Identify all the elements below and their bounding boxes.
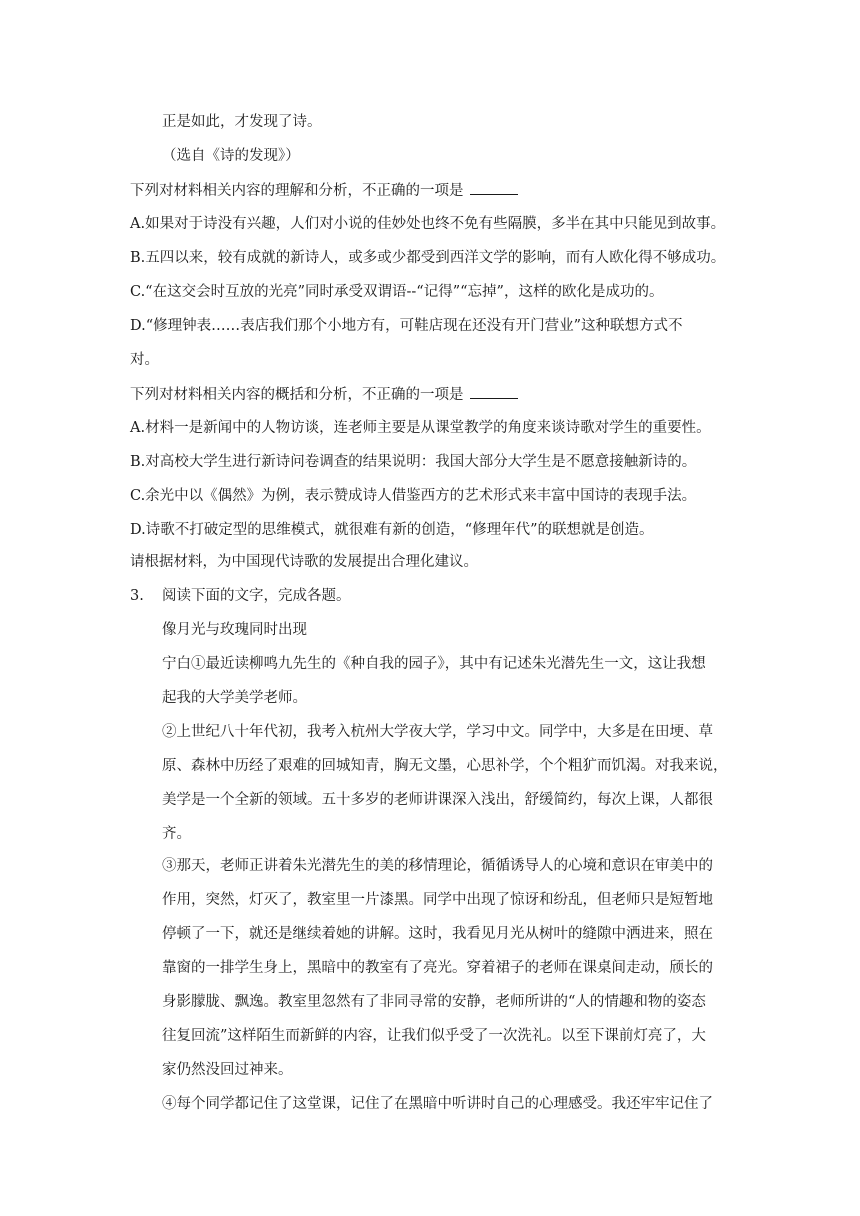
- q1-option-a: A.如果对于诗没有兴趣，人们对小说的佳妙处也终不免有些隔膜，多半在其中只能见到故事。: [130, 216, 726, 232]
- q2-option-c: C.余光中以《偶然》为例，表示赞成诗人借鉴西方的艺术形式来丰富中国诗的表现手法。: [130, 488, 697, 504]
- question-2-stem-text: 下列对材料相关内容的概括和分析，不正确的一项是: [130, 387, 464, 403]
- question-1-stem: [130, 180, 518, 201]
- paragraph-3-line6: 往复回流”这样陌生而新鲜的内容，让我们似乎受了一次洗礼。以至下课前灯亮了，大: [162, 1028, 706, 1044]
- answer-blank: [470, 384, 518, 399]
- section-3-number: 3.: [130, 588, 144, 604]
- source-citation: （选自《诗的发现》）: [162, 148, 300, 164]
- q2-option-b: B.对高校大学生进行新诗问卷调查的结果说明：我国大部分大学生是不愿意接触新诗的。: [130, 454, 697, 470]
- paragraph-2-line1: ②上世纪八十年代初，我考入杭州大学夜大学，学习中文。同学中，大多是在田埂、草: [162, 724, 713, 740]
- paragraph-2-line2: 原、森林中历经了艰难的回城知青，胸无文墨，心思补学，个个粗犷而饥渴。对我来说，: [162, 758, 728, 774]
- paragraph-4-line1: ④每个同学都记住了这堂课，记住了在黑暗中听讲时自己的心理感受。我还牢牢记住了: [162, 1096, 713, 1112]
- paragraph-2-line4: 齐。: [162, 826, 191, 842]
- q2-option-d: D.诗歌不打破定型的思维模式，就很难有新的创造，“修理年代”的联想就是创造。: [130, 522, 654, 538]
- paragraph-3-line1: ③那天，老师正讲着朱光潜先生的美的移情理论，循循诱导人的心境和意识在审美中的: [162, 858, 713, 874]
- paragraph-3-line5: 身影朦胧、飘逸。教室里忽然有了非同寻常的安静，老师所讲的“人的情趣和物的姿态: [162, 994, 706, 1010]
- article-title: 像月光与玫瑰同时出现: [162, 622, 307, 638]
- paragraph-3-line2: 作用，突然，灯灭了，教室里一片漆黑。同学中出现了惊讶和纷乱，但老师只是短暂地: [162, 892, 713, 908]
- paragraph-1-line2: 起我的大学美学老师。: [162, 690, 307, 706]
- q1-option-d-line1: D.“修理钟表……表店我们那个小地方有，可鞋店现在还没有开门营业”这种联想方式不: [130, 318, 683, 334]
- paragraph-2-line3: 美学是一个全新的领域。五十多岁的老师讲课深入浅出，舒缓简约，每次上课，人都很: [162, 792, 713, 808]
- passage-closing-line: 正是如此，才发现了诗。: [162, 114, 322, 130]
- q1-option-b: B.五四以来，较有成就的新诗人，或多或少都受到西洋文学的影响，而有人欧化得不够成功。: [130, 250, 726, 266]
- answer-blank: [470, 180, 518, 195]
- paragraph-3-line4: 靠窗的一排学生身上，黑暗中的教室有了亮光。穿着裙子的老师在课桌间走动，颀长的: [162, 960, 713, 976]
- question-3-prompt: 请根据材料，为中国现代诗歌的发展提出合理化建议。: [130, 554, 478, 570]
- paragraph-1-line1: 宁白①最近读柳鸣九先生的《种自我的园子》，其中有记述朱光潜先生一文，这让我想: [162, 656, 706, 672]
- question-2-stem: [130, 384, 518, 405]
- q1-option-c: C.“在这交会时互放的光亮”同时承受双谓语--“记得”“忘掉”，这样的欧化是成功的。: [130, 284, 664, 300]
- q1-option-d-line2: 对。: [130, 352, 159, 368]
- q2-option-a: A.材料一是新闻中的人物访谈，连老师主要是从课堂教学的角度来谈诗歌对学生的重要性。: [130, 420, 711, 436]
- paragraph-3-line7: 家仍然没回过神来。: [162, 1062, 293, 1078]
- section-3-instruction: 阅读下面的文字，完成各题。: [162, 588, 351, 604]
- paragraph-3-line3: 停顿了一下，就还是继续着她的讲解。这时，我看见月光从树叶的缝隙中洒进来，照在: [162, 926, 713, 942]
- question-1-stem-text: 下列对材料相关内容的理解和分析，不正确的一项是: [130, 183, 464, 199]
